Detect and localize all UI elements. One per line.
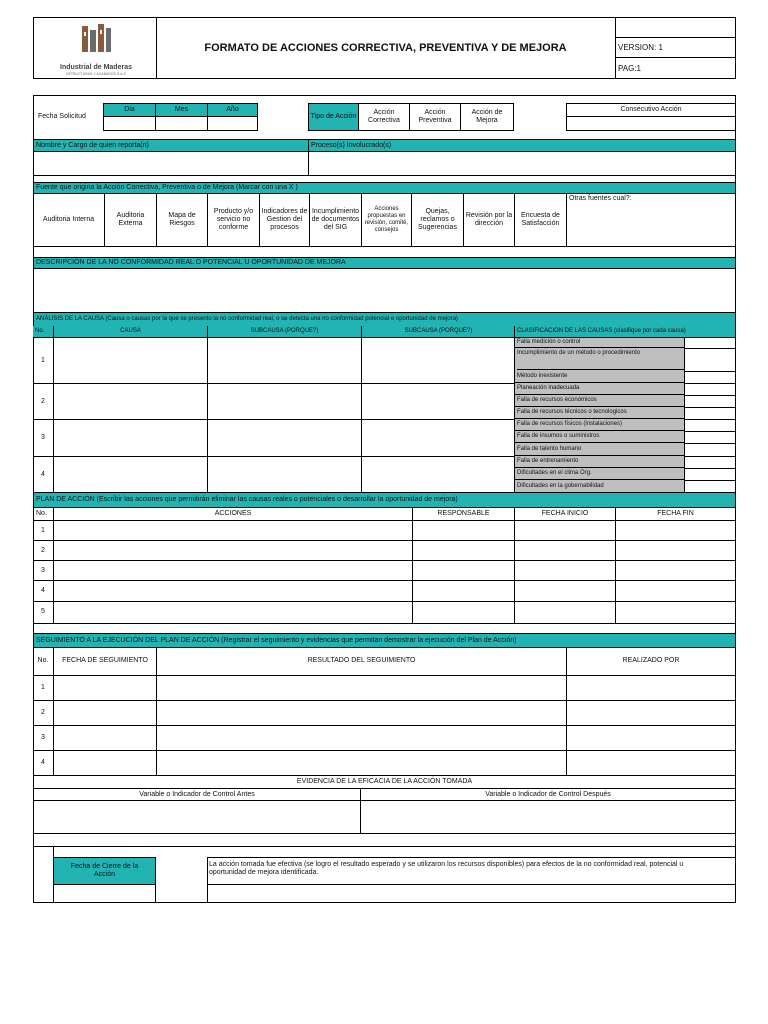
- page-number: PAG:1: [618, 63, 641, 73]
- accion-correctiva-option[interactable]: Acción Correctiva: [358, 103, 410, 131]
- page-title: FORMATO DE ACCIONES CORRECTIVA, PREVENTIVA Y DE MEJORA: [204, 42, 567, 54]
- fuente-acciones-propuestas[interactable]: Acciones propuestas en revisión, comité, consejos: [364, 205, 409, 233]
- consecutivo-label: Consecutivo Acción: [566, 103, 736, 117]
- mes-field[interactable]: [155, 116, 208, 131]
- clasificacion-item[interactable]: Falla de recursos económicos: [515, 395, 684, 407]
- plan-col-acciones: ACCIONES: [214, 510, 252, 517]
- seguimiento-table: [33, 647, 736, 775]
- evidencia-despues-field[interactable]: [361, 801, 735, 833]
- clasificacion-item[interactable]: Falla de recursos técnicos o tecnologicos: [515, 407, 684, 419]
- tipo-accion-label: Tipo de Acción: [308, 103, 359, 131]
- seguimiento-row-2: 2: [41, 709, 45, 716]
- clasificacion-item[interactable]: Planeación inadecuada: [515, 383, 684, 395]
- plan-row-2: 2: [41, 546, 45, 554]
- fuente-indicadores[interactable]: Indicadores de Gestion del procesos: [261, 207, 308, 231]
- clasificacion-item[interactable]: Método inexistente: [515, 371, 684, 383]
- seguimiento-col-realizado: REALIZADO POR: [622, 657, 680, 664]
- fuente-producto-no-conforme[interactable]: Producto y/o servicio no conforme: [213, 207, 254, 231]
- proceso-label: Proceso(s) Involucrado(s): [309, 140, 735, 151]
- proceso-field[interactable]: [309, 152, 735, 174]
- plan-col-fecha-fin: FECHA FIN: [657, 510, 694, 517]
- fuente-encuesta[interactable]: Encuesta de Satisfacción: [521, 211, 560, 227]
- analisis-row-2: 2: [41, 397, 45, 405]
- consecutivo-field[interactable]: [566, 116, 736, 131]
- analisis-col-subcausa-2: SUBCAUSA (PORQUE?): [362, 326, 515, 337]
- evidencia-title: EVIDENCIA DE LA EFICACIA DE LA ACCIÓN TOMADA: [296, 778, 473, 785]
- fecha-cierre-field[interactable]: [53, 884, 156, 903]
- clasificacion-item[interactable]: Dificultades en el clima Org.: [515, 468, 684, 480]
- seguimiento-row-4: 4: [41, 759, 45, 766]
- clasificacion-item[interactable]: Falla de insumos o suministros: [515, 431, 684, 443]
- nombre-field[interactable]: [34, 152, 308, 174]
- clasificacion-item[interactable]: Falla de talento humano: [515, 443, 684, 456]
- fuente-title: Fuente que origina la Acción Correctiva, Preventiva o de Mejora (Marcar con una X ): [34, 183, 735, 193]
- fuente-auditoria-interna[interactable]: Auditoria Interna: [42, 215, 95, 223]
- plan-col-no: No.: [36, 510, 47, 517]
- fuente-quejas[interactable]: Quejas, reclamos o Sugerencias: [418, 207, 457, 231]
- seguimiento-col-no: No.: [37, 657, 49, 664]
- clasificacion-item[interactable]: Dificultades en la gobernabilidad: [517, 482, 604, 489]
- fuente-otras[interactable]: Otras fuentes cual?:: [569, 195, 632, 202]
- analisis-row-4: 4: [41, 470, 45, 478]
- nombre-label: Nombre y Cargo de quien reporta(n): [34, 140, 308, 151]
- accion-preventiva-option[interactable]: Acción Preventiva: [409, 103, 461, 131]
- plan-col-responsable: RESPONSABLE: [437, 510, 490, 517]
- analisis-row-3: 3: [41, 434, 45, 441]
- plan-table: [33, 507, 736, 623]
- plan-title: PLAN DE ACCIÓN (Escribir las acciones que permitirán eliminar las causas reales o potenciales o desarrollar la oportunidad de mejora): [34, 493, 735, 507]
- seguimiento-title: SEGUIMIENTO A LA EJECUCIÓN DEL PLAN DE ACCIÓN (Registrar el seguimiento y evidencias que permitan demostrar la ejecución del Plan de Acción): [34, 634, 735, 647]
- fuente-auditoria-externa[interactable]: Auditoria Externa: [116, 211, 145, 227]
- seguimiento-col-fecha: FECHA DE SEGUIMIENTO: [62, 657, 148, 664]
- dia-field[interactable]: [103, 116, 156, 131]
- fuente-incumplimiento-sig[interactable]: Incumplimiento de documentos del SIG: [311, 207, 360, 231]
- analisis-row-1: 1: [41, 356, 45, 364]
- clasificacion-item[interactable]: Falla medición o control: [515, 338, 684, 348]
- analisis-col-clasificacion: CLASIFICACION DE LAS CAUSAS (clasifique por cada causa): [515, 326, 735, 337]
- anio-header: Año: [207, 103, 258, 117]
- fuente-grid: [33, 193, 736, 246]
- analisis-col-subcausa-1: SUBCAUSA (PORQUE?): [208, 326, 361, 337]
- company-subtitle: ESTRUCTURAS Y ACABADOS S.A.S: [66, 72, 126, 76]
- analisis-col-causa: CAUSA: [54, 326, 207, 337]
- seguimiento-col-resultado: RESULTADO DEL SEGUIMIENTO: [307, 657, 416, 664]
- fuente-revision-direccion[interactable]: Revisión por la dirección: [465, 211, 513, 227]
- company-name: Industrial de Maderas: [60, 63, 132, 71]
- descripcion-title: DESCRIPCION DE LA NO CONFORMIDAD REAL O POTENCIAL U OPORTUNIDAD DE MEJORA: [34, 258, 735, 268]
- company-logo: [40, 22, 152, 76]
- plan-row-3: 3: [41, 566, 45, 574]
- analisis-col-no: No.: [33, 326, 53, 337]
- evidencia-antes-label: Variable o Indicador de Control Antes: [139, 790, 255, 798]
- analisis-title: ANÁLISIS DE LA CAUSA (Causa o causas por la que se presento la no conformidad real, o se detecta una no conformidad potencial e oportunidad de mejora): [34, 313, 735, 326]
- anio-field[interactable]: [207, 116, 258, 131]
- plan-row-1: 1: [41, 526, 45, 534]
- fecha-cierre-label: Fecha de Cierre de la Acción: [53, 857, 156, 885]
- fecha-solicitud-label: Fecha Solicitud: [38, 113, 86, 120]
- dia-header: Dia: [103, 103, 156, 117]
- fuente-mapa-riesgos[interactable]: Mapa de Riesgos: [168, 211, 196, 227]
- plan-row-4: 4: [41, 587, 45, 594]
- evidencia-despues-label: Variable o Indicador de Control Después: [485, 790, 611, 798]
- plan-col-fecha-inicio: FECHA INICIO: [541, 510, 589, 517]
- version-label: VERSION: 1: [618, 43, 663, 52]
- seguimiento-row-1: 1: [41, 684, 45, 691]
- logo-building-icon: [40, 22, 152, 58]
- evidencia-antes-field[interactable]: [34, 801, 360, 833]
- plan-row-5: 5: [41, 608, 45, 615]
- cierre-texto: La acción tomada fue efectiva (se logro el resultado esperado y se utilizaron los recursos disponibles) para efectos de la no conformidad real, potencial u oportunidad de mejora identificada.: [209, 861, 684, 876]
- analisis-table: [33, 326, 736, 492]
- seguimiento-row-3: 3: [41, 734, 45, 741]
- clasificacion-item[interactable]: Falla de recursos físicos (instalaciones): [515, 419, 684, 431]
- clasificacion-item[interactable]: Incumplimiento de un método o procedimiento: [517, 350, 684, 370]
- descripcion-field[interactable]: [34, 269, 735, 311]
- accion-mejora-option[interactable]: Acción de Mejora: [460, 103, 514, 131]
- mes-header: Mes: [155, 103, 208, 117]
- clasificacion-item[interactable]: Falla de entrenamiento: [515, 456, 684, 468]
